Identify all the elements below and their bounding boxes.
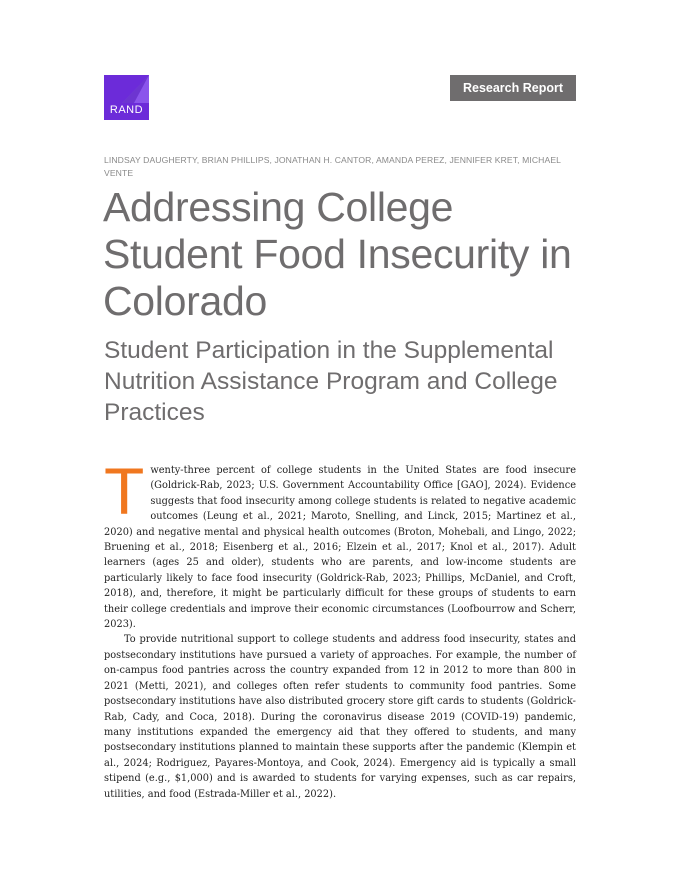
page-subtitle: Student Participation in the Supplemental Nutrition Assistance Program and College Practices — [104, 337, 558, 426]
paragraph-1 — [104, 454, 576, 632]
author-list: LINDSAY DAUGHERTY, BRIAN PHILLIPS, JONATHAN H. CANTOR, AMANDA PEREZ, JENNIFER KRET, MICHAEL VENTE — [104, 155, 561, 178]
paragraph-1-text: wenty-three percent of college students in the United States are food insecure (Goldrick-Rab, 2023; U.S. Government Accountability Office [GAO], 2024). Evidence suggests that food insecurity among college students is related to negative academic outcomes (Leung et al., 2021; Maroto, Snelling, and Linck, 2015; Martinez et al., 2020) and negative mental and physical health outcomes (Broton, Mohebali, and Lingo, 2022; Bruening et al., 2018; Eisenberg et al., 2016; Elzein et al., 2017; Knol et al., 2017). Adult learners (ages 25 and older), students who are parents, and low-income students are particularly likely to face food insecurity (Goldrick-Rab, 2023; Phillips, McDaniel, and Croft, 2018), and, therefore, it might be particularly difficult for these groups of students to earn their college credentials and improve their economic circumstances (Loofbourrow and Scherr, 2023). — [104, 465, 576, 631]
page-title: Addressing College Student Food Insecurity in Colorado — [103, 184, 572, 324]
drop-cap: T — [104, 454, 145, 528]
paragraph-2: To provide nutritional support to college students and address food insecurity, states and postsecondary institutions have pursued a variety of approaches. For example, the number of on-campus food pantries across the country expanded from 12 in 2012 to more than 800 in 2021 (Metti, 2021), and colleges often refer students to community food pantries. Some postsecondary institutions have also distributed grocery store gift cards to students (Goldrick-Rab, Cady, and Coca, 2018). During the coronavirus disease 2019 (COVID-19) pandemic, many institutions expanded the emergency aid that they offered to students, and many postsecondary institutions planned to maintain these supports after the pandemic (Klempin et al., 2024; Rodriguez, Payares-Montoya, and Cook, 2024). Emergency aid is typically a small stipend (e.g., $1,000) and is awarded to students for varying expenses, such as car repairs, utilities, and food (Estrada-Miller et al., 2022). — [104, 634, 576, 800]
rand-logo — [104, 75, 149, 120]
body-text — [104, 454, 576, 802]
report-type-badge: Research Report — [450, 75, 576, 101]
logo-text: RAND — [109, 104, 144, 116]
